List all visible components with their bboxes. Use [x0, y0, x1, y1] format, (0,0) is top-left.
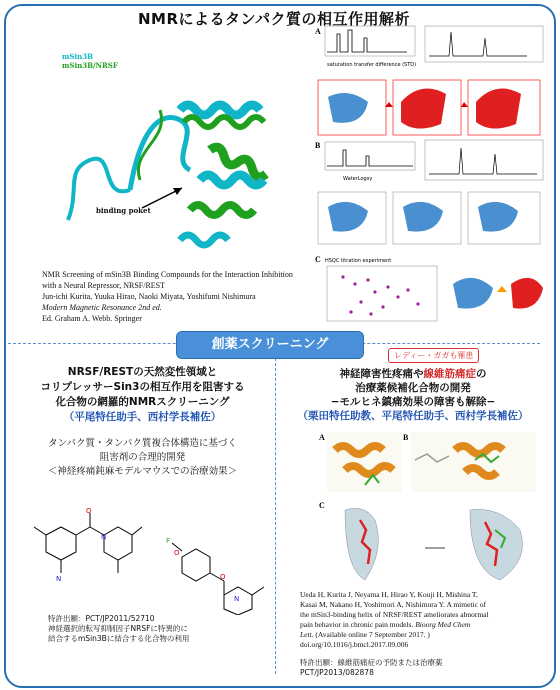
protein-structure — [60, 70, 300, 260]
right-structure-figure — [315, 430, 540, 590]
patent-line: 特許出願：線維筋痛症の予防または治療薬 — [300, 658, 443, 667]
svg-text:O: O — [174, 549, 180, 557]
left-sub-line: タンパク質・タンパク質複合体構造に基づく — [48, 438, 237, 449]
fig-a-label: A — [319, 433, 325, 442]
svg-text:O: O — [86, 507, 92, 515]
right-heading — [282, 367, 544, 423]
right-reference — [300, 590, 545, 650]
column-divider — [275, 358, 276, 674]
left-heading-line: 化合物の網羅的NMRスクリーニング — [55, 396, 230, 408]
nmr-panels-figure — [313, 22, 545, 322]
legend-msin3b: mSin3B — [62, 52, 93, 61]
ref-line: the mSin3-binding helix of NRSF/REST ameliorates abnormal — [300, 610, 489, 619]
ref-line: with a Neural Repressor, NRSF/REST — [42, 281, 166, 290]
left-sub-line: ＜神経疼痛鈍麻モデルマウスでの治療効果＞ — [47, 466, 238, 477]
hsqc-label: HSQC titration experiment — [325, 258, 392, 264]
patent-line: 神経選択的転写抑制因子NRSFに特異的に — [48, 624, 188, 633]
lady-gaga-badge: レディー・ガガも罹患 — [388, 348, 479, 363]
svg-text:O: O — [220, 573, 226, 581]
binding-pocket-label: binding poket — [96, 206, 151, 215]
panel-c-label: C — [315, 255, 321, 264]
svg-text:N: N — [101, 533, 107, 541]
right-heading-line1: 神経障害性疼痛や線維筋痛症の — [339, 368, 487, 380]
patent-line: 結合するmSin3Bに結合する化合物の利用 — [48, 634, 190, 643]
ref-line: doi.org/10.1016/j.bmcl.2017.09.006 — [300, 640, 409, 649]
fig-c-label: C — [319, 501, 325, 510]
patent-line: 特許出願：PCT/JP2011/52710 — [48, 614, 155, 623]
ref-line: Ed. Graham A. Webb. Springer — [42, 314, 142, 323]
right-heading-line: −モルヒネ鎮痛効果の障害も解除− — [330, 396, 496, 408]
ref-line: Modern Magnetic Resonance 2nd ed. — [42, 303, 162, 312]
ref-line: Jun-ichi Kurita, Yuuka Hirao, Naoki Miyata, Yoshifumi Nishimura — [42, 292, 256, 301]
svg-text:N: N — [56, 575, 62, 583]
page-title: NMRによるタンパク質の相互作用解析 — [138, 10, 410, 28]
left-heading-line: NRSF/RESTの天然変性領域と — [67, 366, 218, 378]
left-patent — [48, 614, 189, 644]
left-sub-line: 阻害剤の合理的開発 — [99, 452, 186, 463]
left-heading-line: コリプレッサーSin3の相互作用を阻害する — [40, 381, 245, 393]
compound-structure-1 — [26, 505, 146, 595]
panel-a-label: A — [315, 27, 321, 36]
fig-b-label: B — [403, 433, 409, 442]
legend-complex: mSin3B/NRSF — [62, 61, 118, 70]
svg-text:F: F — [166, 537, 171, 545]
right-patent — [300, 658, 443, 678]
patent-line: PCT/JP2013/082878 — [300, 668, 374, 677]
ref-line: pain behavior in chronic pain models. Bioorg Med Chem — [300, 620, 471, 629]
waterlogsy-label: WaterLogsy — [343, 176, 373, 182]
svg-text:N: N — [234, 595, 240, 603]
left-subheading — [20, 437, 265, 479]
ref-line: NMR Screening of mSin3B Binding Compounds for the Interaction Inhibition — [42, 270, 293, 279]
compound-structure-2 — [158, 535, 278, 615]
ref-line: Ueda H, Kurita J, Neyama H, Hirao Y, Kouji H, Mishina T, — [300, 590, 478, 599]
panel-b-label: B — [315, 141, 321, 150]
ref-line: Lett. (Available online 7 September 2017. ) — [300, 630, 430, 639]
right-heading-line: 治療薬候補化合物の開発 — [355, 382, 471, 394]
right-authors: （栗田特任助教、平尾特任助手、西村学長補佐） — [297, 410, 529, 422]
structure-legend — [62, 52, 118, 70]
std-label: saturation transfer difference (STD) — [327, 62, 417, 68]
left-authors: （平尾特任助手、西村学長補佐） — [63, 411, 222, 423]
drug-screening-banner: 創薬スクリーニング — [176, 331, 364, 359]
ref-line: Kasai M, Nakano H, Yoshimori A, Nishimura Y. A mimetic of — [300, 600, 487, 609]
top-reference — [42, 269, 322, 324]
left-heading — [20, 365, 265, 425]
